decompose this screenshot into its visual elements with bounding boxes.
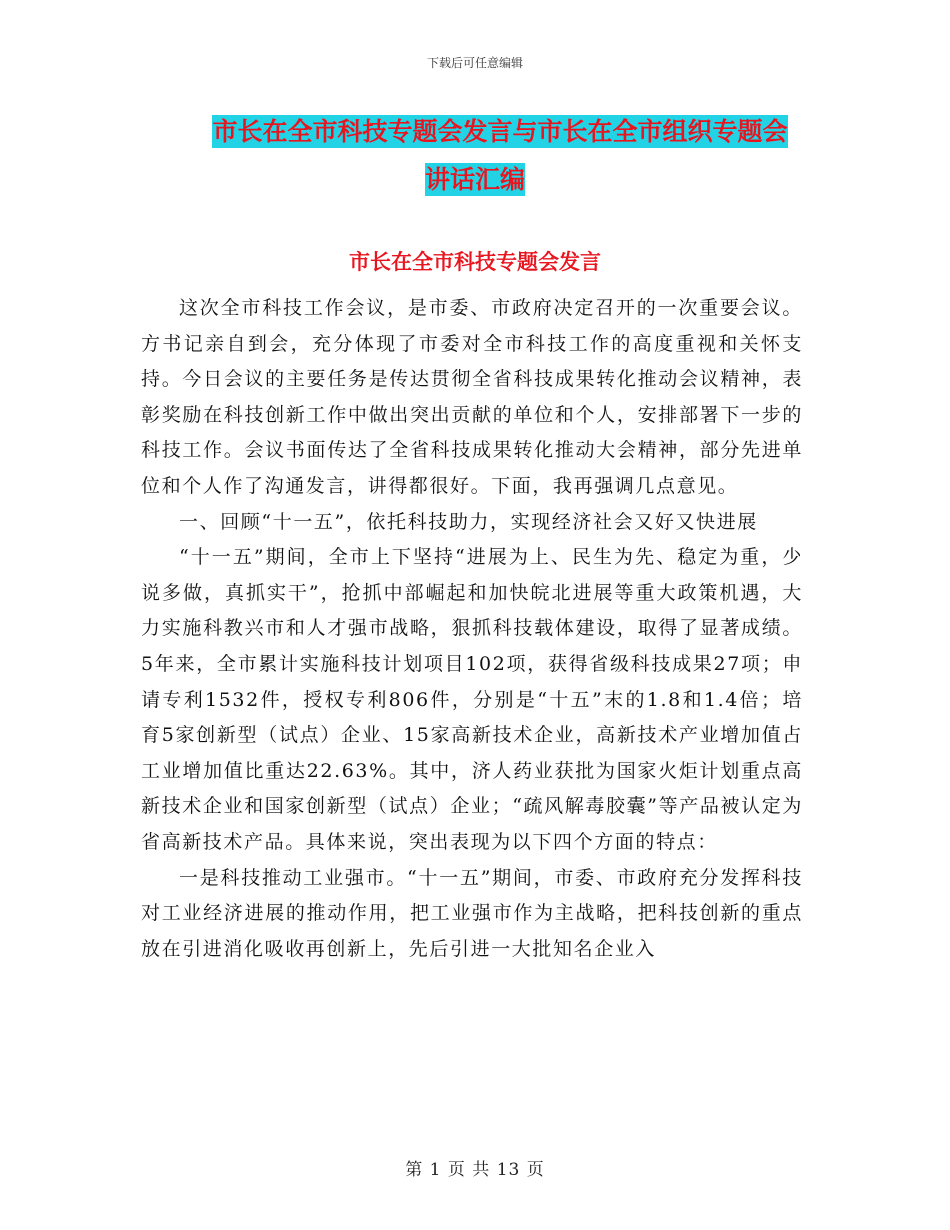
paragraph-heading-1: 一、回顾“十一五”，依托科技助力，实现经济社会又好又快进展 <box>179 510 758 533</box>
paragraph-intro: 这次全市科技工作会议，是市委、市政府决定召开的一次重要会议。方书记亲自到会，充分体现了市委对全市科技工作的高度重视和关怀支持。今日会议的主要任务是传达贯彻全省科技成果转化推动会议精神，表彰奖励在科技创新工作中做出突出贡献的单位和个人，安排部署下一步的科技工作。会议书面传达了全省科技成果转化推动大会精神，部分先进单位和个人作了沟通发言，讲得都很好。下面，我再强调几点意见。 <box>141 297 803 497</box>
paragraph-review: “十一五”期间，全市上下坚持“进展为上、民生为先、稳定为重，少说多做，真抓实干”，抢抓中部崛起和加快皖北进展等重大政策机遇，大力实施科教兴市和人才强市战略，狠抓科技载体建设，取得了显著成绩。5年来，全市累计实施科技计划项目102项，获得省级科技成果27项；申请专利1532件，授权专利806件，分别是“十五”末的1.8和1.4倍；培育5家创新型（试点）企业、15家高新技术企业，高新技术产业增加值占工业增加值比重达22.63%。其中，济人药业获批为国家火炬计划重点高新技术企业和国家创新型（试点）企业；“疏风解毒胶囊”等产品被认定为省高新技术产品。具体来说，突出表现为以下四个方面的特点： <box>141 546 803 853</box>
header-note: 下载后可任意编辑 <box>426 56 523 70</box>
title-line-1: 市长在全市科技专题会发言与市长在全市组织专题会 <box>212 117 788 146</box>
page-footer: 第 1 页 共 13 页 <box>405 1160 545 1180</box>
paragraph-point-1: 一是科技推动工业强市。“十一五”期间，市委、市政府充分发挥科技对工业经济进展的推动作用，把工业强市作为主战略，把科技创新的重点放在引进消化吸收再创新上，先后引进一大批知名企业入 <box>141 866 803 960</box>
document-title <box>0 108 950 204</box>
title-line-2: 讲话汇编 <box>424 165 525 194</box>
section-title: 市长在全市科技专题会发言 <box>349 250 601 274</box>
body-text <box>141 291 803 967</box>
